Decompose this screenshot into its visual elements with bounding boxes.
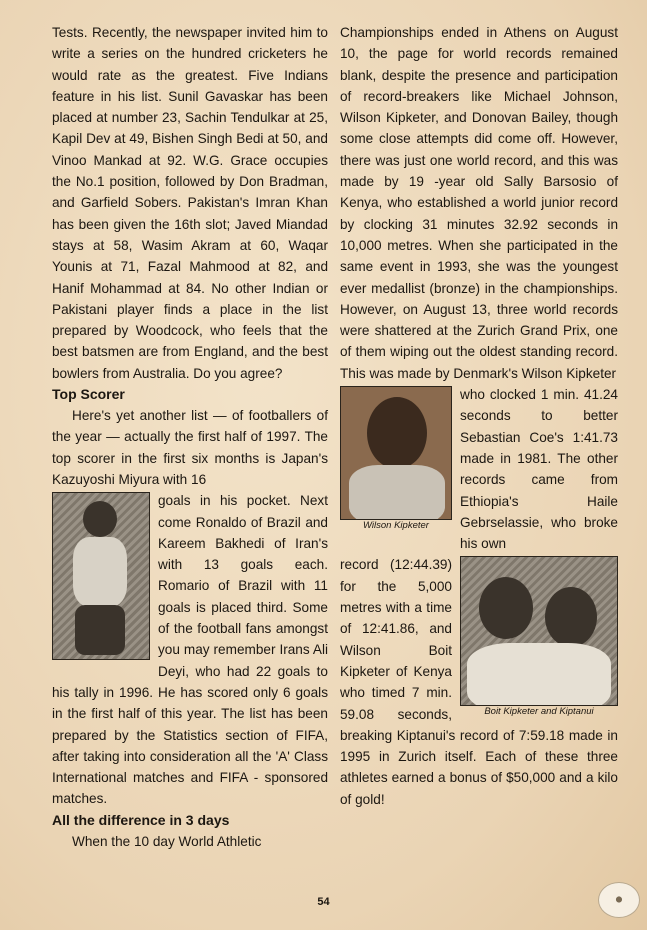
footballer-photo-block [52,492,150,660]
heading-top-scorer: Top Scorer [52,386,125,403]
scanner-logo-stamp: ⬤ [598,882,640,918]
caption-boit-kiptanui: Boit Kipketer and Kiptanui [484,706,594,718]
paragraph-cricketers: Tests. Recently, the newspaper invited him to write a series on the hundred cricketers he would rate as the greatest. Five Indians feature in his list. Sunil Gavaskar has been placed at number 23, Sachin Tendulkar at 25, Kapil Dev at 49, Bishen Singh Bedi at 50, and Vinoo Mankad at 92. W.G. Grace occupies the No.1 position, followed by Don Bradman, and Garfield Sobers. Pakistan's Imran Khan has been given the 16th slot; Javed Miandad stays at 58, Wasim Akram at 60, Waqar Younis at 71, Fazal Mahmood at 82, and Hanif Mohammad at 84. No other Indian or Pakistani player finds a place in the list prepared by Woodcock, who feels that the best batsmen are from England, and the best bowlers from Australia. Do you agree? [52,25,328,381]
footballer-photo [52,492,150,660]
kipketer-photo [340,386,452,520]
caption-wilson-kipketer: Wilson Kipketer [363,520,429,532]
kipketer-photo-block [340,386,452,532]
paragraph-footballers-intro: Here's yet another list — of footballers of the year — actually the first half of 1997. The top scorer in the first six months is Japan's Kazuyoshi Miyura with 16 [52,408,328,487]
paragraph-championships: Championships ended in Athens on August 10, the page for world records remained blank, despite the presence and participation of record-breakers like Michael Johnson, Wilson Kipketer, and Donovan Bailey, though some close attempts did come off. However, there was just one world record, and this was made by 19 -year old Sally Barsosio of Kenya, who established a world junior record by clocking 31 minutes 32.92 seconds in 10,000 metres. When she participated in the same event in 1993, she was the youngest ever medallist (bronze) in the championships. However, on August 13, three world records were shattered at the Zurich Grand Prix, one of them wiping out the oldest standing record. This was made by Denmark's Wilson Kipketer [340,25,618,381]
heading-difference-3-days: All the difference in 3 days [52,811,230,828]
right-column [340,22,618,810]
boit-kiptanui-photo [460,556,618,706]
paragraph-records: record (12:44.39) for the 5,000 metres with a time of 12:41.86, and Wilson Boit Kipketer of Kenya who timed 7 min. 59.08 seconds, breaking Kiptanui's record of 7:59.18 made in 1995 in Zurich itself. Each of these three athletes earned a bonus of $50,000 and a kilo of gold! [340,557,618,807]
left-column [52,22,328,852]
page-number: 54 [317,896,330,908]
boit-kiptanui-photo-block [460,556,618,718]
paragraph-footballers: goals in his pocket. Next come Ronaldo of Brazil and Kareem Bakhedi of Iran's with 13 goals each. Romario of Brazil with 11 goals is placed third. Some of the football fans amongst you may remember Irans Ali Deyi, who had 22 goals to his tally in 1996. He has scored only 6 goals in the first half of this year. The list has been prepared by the Statistics section of FIFA, after taking into consideration all the 'A' Class International matches and FIFA - sponsored matches. [52,493,328,807]
paragraph-athletics-start: When the 10 day World Athletic [72,833,262,849]
paragraph-kipketer: who clocked 1 min. 41.24 seconds to better Sebastian Coe's 1:41.73 made in 1981. The other records came from Ethiopia's Haile Gebrselassie, who broke his own [460,387,618,552]
